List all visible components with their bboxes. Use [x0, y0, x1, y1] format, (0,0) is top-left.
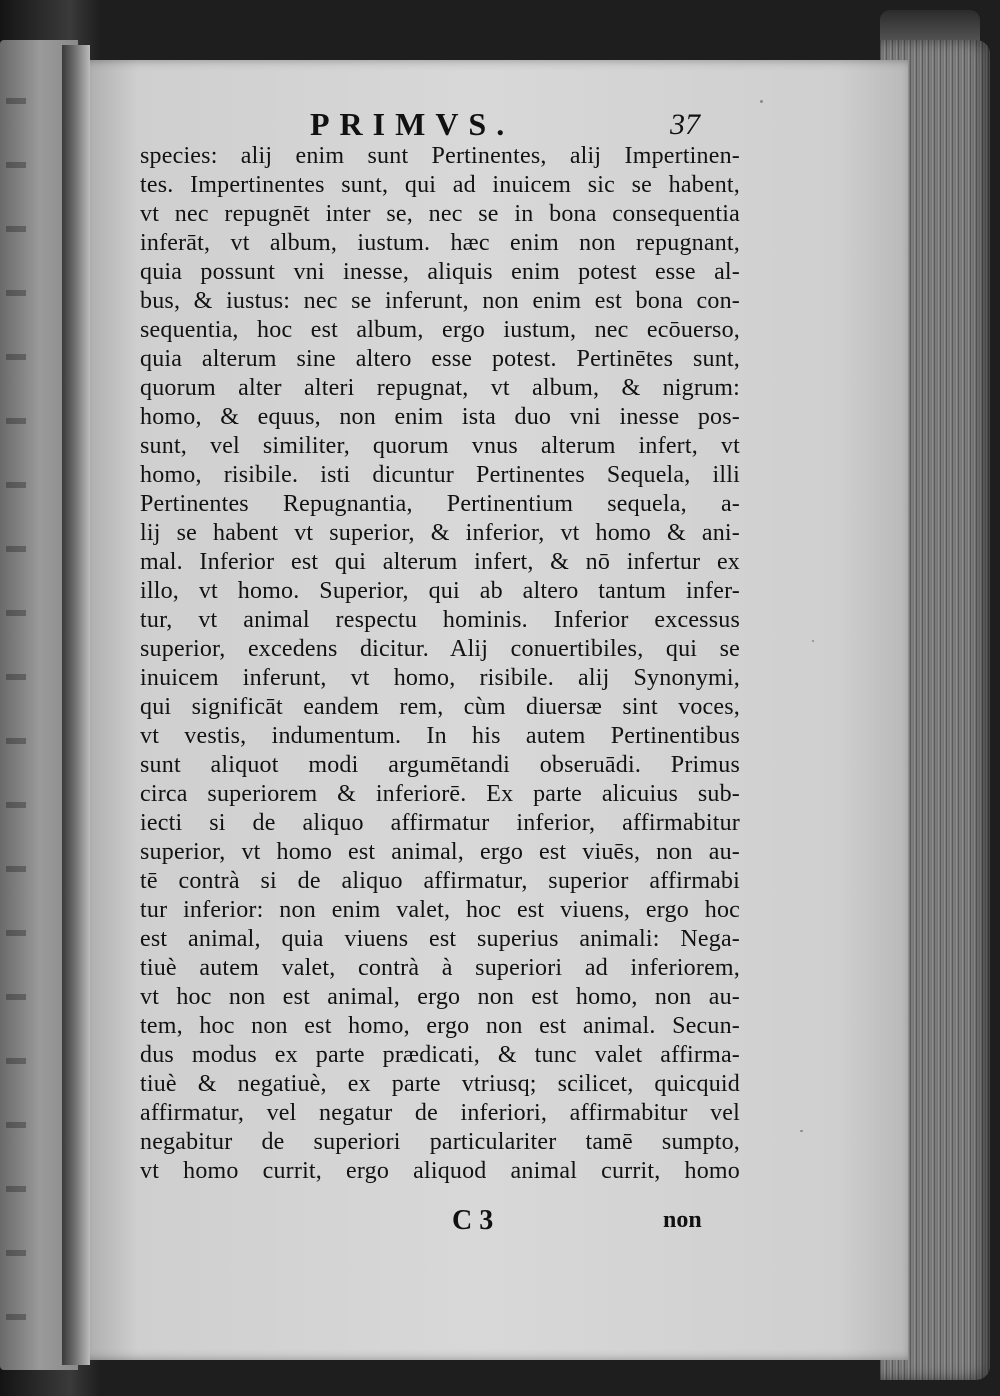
text-line: tē contrà si de aliquo affirmatur, superior affirmabi	[140, 868, 740, 894]
text-line: vt homo currit, ergo aliquod animal currit, homo	[140, 1158, 740, 1184]
text-line: quia alterum sine altero esse potest. Pertinētes sunt,	[140, 346, 740, 372]
book-gutter	[62, 45, 90, 1365]
text-line: vt nec repugnēt inter se, nec se in bona consequentia	[140, 201, 740, 227]
text-line: homo, risibile. isti dicuntur Pertinentes Sequela, illi	[140, 462, 740, 488]
page-footer	[78, 1205, 908, 1245]
text-line: affirmatur, vel negatur de inferiori, affirmabitur vel	[140, 1100, 740, 1126]
text-line: species: alij enim sunt Pertinentes, alij Impertinen-	[140, 143, 740, 169]
text-line: sequentia, hoc est album, ergo iustum, nec ecōuerso,	[140, 317, 740, 343]
text-line: illo, vt homo. Superior, qui ab altero tantum infer-	[140, 578, 740, 604]
text-line: negabitur de superiori particulariter tamē sumpto,	[140, 1129, 740, 1155]
page-number: 37	[670, 108, 700, 141]
text-line: tur, vt animal respectu hominis. Inferior excessus	[140, 607, 740, 633]
text-line: lij se habent vt superior, & inferior, vt homo & ani-	[140, 520, 740, 546]
text-line: quorum alter alteri repugnat, vt album, & nigrum:	[140, 375, 740, 401]
text-line: tem, hoc non est homo, ergo non est animal. Secun-	[140, 1013, 740, 1039]
text-line: mal. Inferior est qui alterum infert, & nō infertur ex	[140, 549, 740, 575]
text-line: quia possunt vni inesse, aliquis enim potest esse al-	[140, 259, 740, 285]
text-line: tiuè autem valet, contrà à superiori ad inferiorem,	[140, 955, 740, 981]
text-line: superior, vt homo est animal, ergo est viuēs, non au-	[140, 839, 740, 865]
page-header	[78, 106, 908, 146]
body-text	[140, 142, 740, 1186]
text-line: sunt, vel similiter, quorum vnus alterum infert, vt	[140, 433, 740, 459]
text-line: est animal, quia viuens est superius animali: Nega-	[140, 926, 740, 952]
text-line: iecti si de aliquo affirmatur inferior, affirmabitur	[140, 810, 740, 836]
paper-speck	[800, 1130, 803, 1132]
text-line: tur inferior: non enim valet, hoc est viuens, ergo hoc	[140, 897, 740, 923]
signature-mark: C 3	[452, 1205, 494, 1236]
paper-speck	[812, 640, 814, 642]
text-line: bus, & iustus: nec se inferunt, non enim est bona con-	[140, 288, 740, 314]
text-line: inuicem inferunt, vt homo, risibile. alij Synonymi,	[140, 665, 740, 691]
left-page-ink-marks	[6, 40, 26, 1370]
text-line: tes. Impertinentes sunt, qui ad inuicem sic se habent,	[140, 172, 740, 198]
text-line: superior, excedens dicitur. Alij conuertibiles, qui se	[140, 636, 740, 662]
text-line: vt vestis, indumentum. In his autem Pertinentibus	[140, 723, 740, 749]
text-line: qui significāt eandem rem, cùm diuersæ sint voces,	[140, 694, 740, 720]
text-line: circa superiorem & inferiorē. Ex parte alicuius sub-	[140, 781, 740, 807]
text-line: Pertinentes Repugnantia, Pertinentium sequela, a-	[140, 491, 740, 517]
running-head: PRIMVS.	[310, 106, 515, 142]
text-line: dus modus ex parte prædicati, & tunc valet affirma-	[140, 1042, 740, 1068]
catchword: non	[663, 1207, 702, 1233]
paper-speck	[760, 100, 763, 103]
text-line: inferāt, vt album, iustum. hæc enim non repugnant,	[140, 230, 740, 256]
text-line: tiuè & negatiuè, ex parte vtriusq; scilicet, quicquid	[140, 1071, 740, 1097]
text-line: homo, & equus, non enim ista duo vni inesse pos-	[140, 404, 740, 430]
text-line: sunt aliquot modi argumētandi obseruādi. Primus	[140, 752, 740, 778]
text-line: vt hoc non est animal, ergo non est homo, non au-	[140, 984, 740, 1010]
